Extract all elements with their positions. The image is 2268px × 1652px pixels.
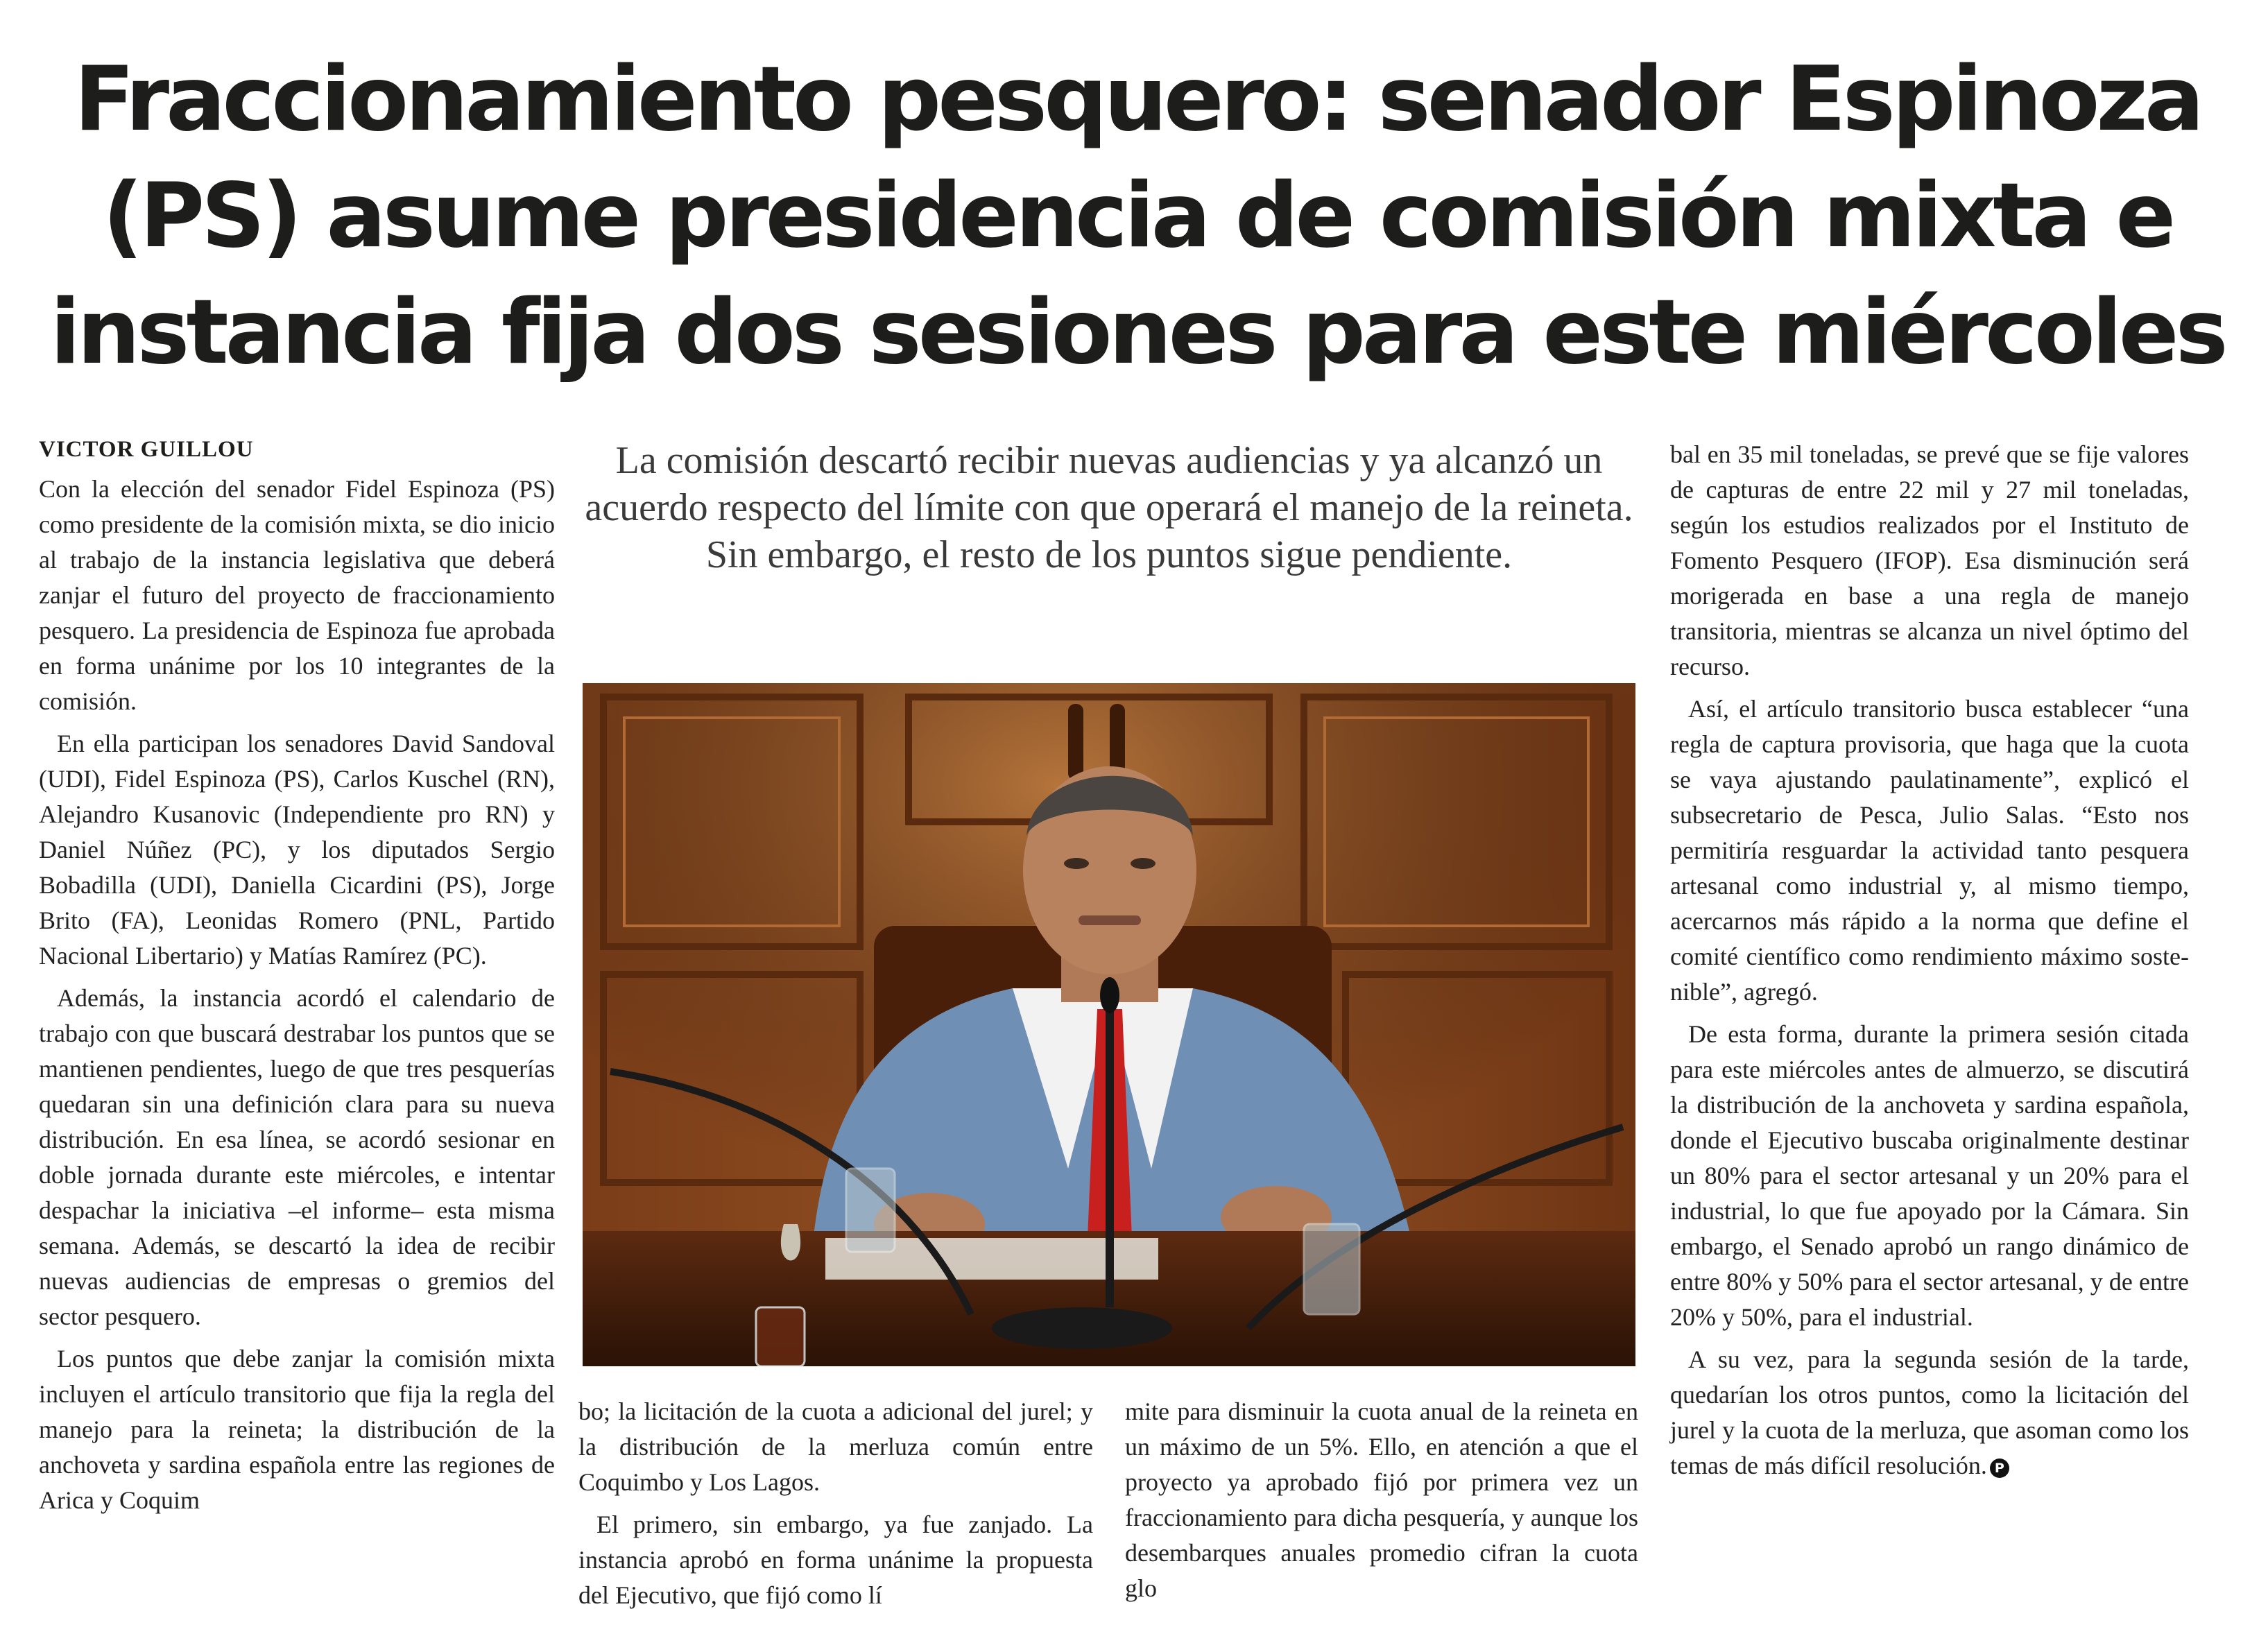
article-photo xyxy=(583,683,1635,1366)
byline: VICTOR GUILLOU xyxy=(39,437,254,462)
end-mark-icon: P xyxy=(1990,1459,2009,1478)
paragraph: mite para disminuir la cuota anual de la reineta en un máximo de un 5%. Ello, en atención a que el proyecto ya aprobado fijó por primera vez un fraccionamiento para dicha pesquería, y aunque los desembarques anuales promedio cifran la cuota glo xyxy=(1125,1397,1638,1602)
paragraph: Con la elección del senador Fidel Espinoza (PS) como presidente de la comisión mixta, se dio inicio al trabajo de la instancia legislativa que deberá zanjar el futuro del proyecto de fraccionamiento pesquero. La presidencia de Espinoza fue aprobada en forma unánime por los 10 integrantes de la comisión. xyxy=(39,475,555,715)
paragraph: Los puntos que debe zanjar la comisión mixta incluyen el artículo transitorio que fija la regla del manejo para la reineta; la distribución de la anchoveta y sardina española entre las regiones de Arica y Coquim xyxy=(39,1345,555,1514)
paragraph: En ella participan los senadores David Sandoval (UDI), Fidel Espinoza (PS), Carlos Kuschel (RN), Alejandro Kusanovic (Independiente pro RN) y Daniel Núñez (PC), y los diputados Sergio Bobadilla (UDI), Daniella Cicardini (PS), Jorge Brito (FA), Leonidas Romero (PNL, Partido Nacional Libertario) y Matías Ramírez (PC). xyxy=(39,730,555,970)
article-column-4 xyxy=(1125,1394,1638,1613)
paragraph-text: A su vez, para la segunda sesión de la tarde, quedarían los otros puntos, como la licitación del jurel y la cuota de la merluza, que asoman como los temas de más difícil resolución. xyxy=(1670,1345,2189,1479)
article-column-1 xyxy=(39,472,555,1525)
paragraph xyxy=(1670,1342,2189,1483)
headline: Fraccionamiento pesquero: senador Espinoza (PS) asume presidencia de comisión mixta e instancia fija dos sesiones para este miércoles xyxy=(50,48,2225,384)
paragraph: bo; la licitación de la cuota a adicional del jurel; y la distribución de la merluza común entre Coquimbo y Los Lagos. xyxy=(578,1397,1093,1496)
paragraph: bal en 35 mil toneladas, se prevé que se fije valores de capturas de entre 22 mil y 27 mil toneladas, según los estudios realizados por el Instituto de Fomento Pesquero (IFOP). Esa disminución será morigerada en base a una regla de manejo transitoria, mientras se alcanza un nivel óptimo del recurso. xyxy=(1670,440,2189,680)
paragraph: De esta forma, durante la primera sesión citada para este miércoles antes de almuerzo, se discutirá la distribución de la anchoveta y sardina española, donde el Ejecutivo buscaba originalmente destinar un 80% para el sector artesanal y un 20% para el industrial, lo que fue apoyado por la Cámara. Sin embargo, el Senado aprobó un rango dinámico de entre 80% y 50% para el sector artesanal, y de entre 20% y 50%, para el industrial. xyxy=(1670,1020,2189,1331)
paragraph: El primero, sin embargo, ya fue zanjado. La instancia aprobó en forma unánime la propuesta del Ejecutivo, que fijó como lí xyxy=(578,1511,1093,1609)
photo-senator-at-microphone xyxy=(583,683,1635,1366)
article-column-3 xyxy=(578,1394,1093,1620)
paragraph: Así, el artículo transitorio busca establecer “una regla de captura provisoria, que haga que la cuota se vaya ajustando paulatinamente”, explicó el subsecretario de Pesca, Julio Salas. “Esto nos permitiría resguardar la actividad tanto pesquera artesanal como industrial y, al mismo tiempo, acercarnos más rápido a la norma que define el comité científico como rendimiento máximo sostenible”, agregó. xyxy=(1670,695,2189,1006)
paragraph: Además, la instancia acordó el calendario de trabajo con que buscará destrabar los puntos que se mantienen pendientes, luego de que tres pesquerías quedaran sin una definición clara para su nueva distribución. En esa línea, se acordó sesionar en doble jornada durante este miércoles, e intentar despachar la iniciativa –el informe– esta misma semana. Además, se descartó la idea de recibir nuevas audiencias de empresas o gremios del sector pesquero. xyxy=(39,984,555,1330)
article-column-5 xyxy=(1670,437,2189,1490)
lead-quote: La comisión descartó recibir nuevas audiencias y ya alcanzó un acuerdo respecto del límite con que operará el manejo de la reineta. Sin embargo, el resto de los puntos sigue pendiente. xyxy=(585,439,1633,576)
